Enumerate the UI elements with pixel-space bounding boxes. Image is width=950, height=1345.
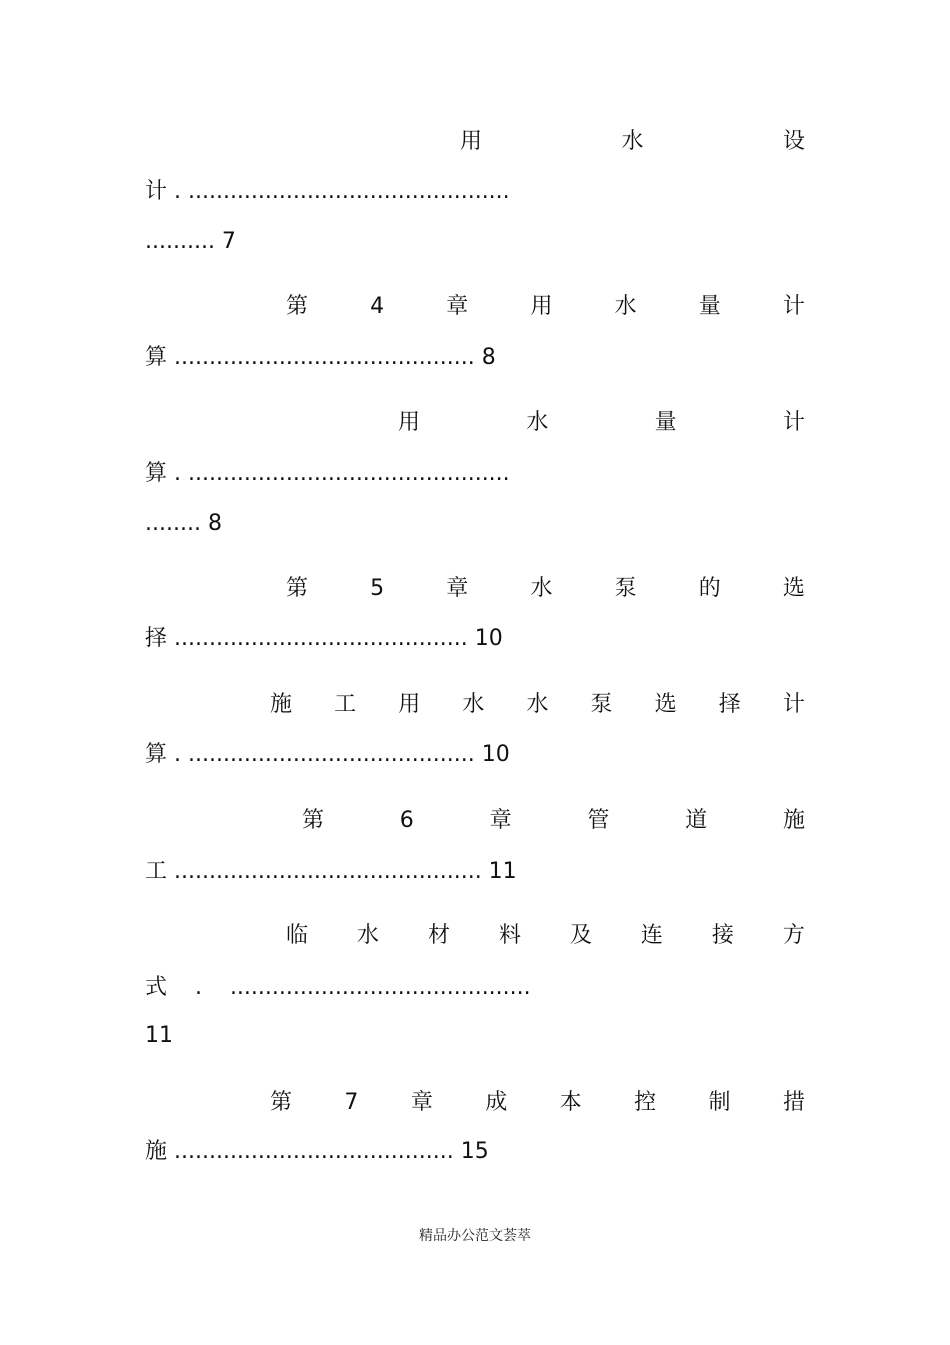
toc-heading-2 [286, 293, 805, 321]
toc-char: 计 [782, 294, 805, 319]
toc-char: 材 [427, 923, 450, 948]
toc-char: 设 [782, 129, 805, 154]
toc-char: 水 [526, 410, 549, 435]
toc-char: 水 [462, 692, 485, 717]
toc-char: 用 [460, 129, 483, 154]
toc-char: 临 [286, 923, 309, 948]
toc-char: 用 [398, 692, 421, 717]
toc-page-7: 11 [145, 1023, 173, 1048]
toc-tail-3: 算 . .............................................. [145, 461, 510, 486]
toc-heading-1 [460, 128, 805, 156]
toc-char: 制 [708, 1090, 731, 1115]
toc-char: 水 [530, 576, 553, 601]
toc-char: 章 [489, 808, 512, 833]
toc-char: 用 [398, 410, 421, 435]
toc-char: 5 [370, 576, 385, 601]
toc-char: 计 [782, 692, 805, 717]
toc-char: 控 [634, 1090, 657, 1115]
toc-heading-7 [286, 922, 805, 950]
toc-char: 量 [698, 294, 721, 319]
toc-tail-8: 施 ........................................ 15 [145, 1139, 489, 1164]
toc-char: 选 [654, 692, 677, 717]
toc-char: 道 [685, 808, 708, 833]
toc-char: 泵 [590, 692, 613, 717]
toc-heading-4 [286, 575, 805, 603]
toc-char: 第 [286, 294, 309, 319]
toc-char: 泵 [614, 576, 637, 601]
toc-char: 措 [782, 1090, 805, 1115]
toc-char: 计 [782, 410, 805, 435]
toc-char: 方 [782, 923, 805, 948]
toc-char: 及 [569, 923, 592, 948]
toc-char: 量 [654, 410, 677, 435]
toc-char: 成 [485, 1090, 508, 1115]
toc-char: 7 [344, 1090, 359, 1115]
toc-char: 本 [559, 1090, 582, 1115]
toc-char: 第 [270, 1090, 293, 1115]
toc-heading-3 [398, 409, 805, 437]
toc-tail-1: 计 . .............................................. [145, 179, 510, 204]
toc-page-3: ........ 8 [145, 511, 222, 536]
toc-char: 料 [498, 923, 521, 948]
toc-char: 施 [270, 692, 293, 717]
toc-char: 施 [782, 808, 805, 833]
toc-char: 章 [446, 294, 469, 319]
toc-tail-4: 择 .......................................... 10 [145, 626, 503, 651]
toc-char: 接 [711, 923, 734, 948]
toc-char: 工 [334, 692, 357, 717]
toc-char: 章 [410, 1090, 433, 1115]
toc-page-1: .......... 7 [145, 229, 236, 254]
page-footer: 精品办公范文荟萃 [419, 1228, 531, 1244]
toc-char: 选 [782, 576, 805, 601]
toc-char: 4 [370, 294, 385, 319]
toc-char: 水 [614, 294, 637, 319]
toc-char: 管 [587, 808, 610, 833]
toc-tail-5: 算 . ......................................... 10 [145, 742, 510, 767]
toc-tail-7: 式 . ........................................... [145, 975, 531, 1000]
toc-char: 水 [526, 692, 549, 717]
toc-tail-6: 工 ............................................ 11 [145, 859, 517, 884]
toc-char: 水 [621, 129, 644, 154]
toc-char: 连 [640, 923, 663, 948]
toc-char: 水 [356, 923, 379, 948]
toc-char: 6 [399, 808, 414, 833]
toc-heading-8 [270, 1089, 805, 1117]
toc-heading-6 [302, 807, 805, 835]
toc-char: 章 [446, 576, 469, 601]
toc-char: 择 [718, 692, 741, 717]
toc-char: 第 [302, 808, 325, 833]
toc-char: 第 [286, 576, 309, 601]
toc-heading-5 [270, 691, 805, 719]
toc-tail-2: 算 ........................................... 8 [145, 345, 496, 370]
toc-char: 的 [698, 576, 721, 601]
toc-char: 用 [530, 294, 553, 319]
